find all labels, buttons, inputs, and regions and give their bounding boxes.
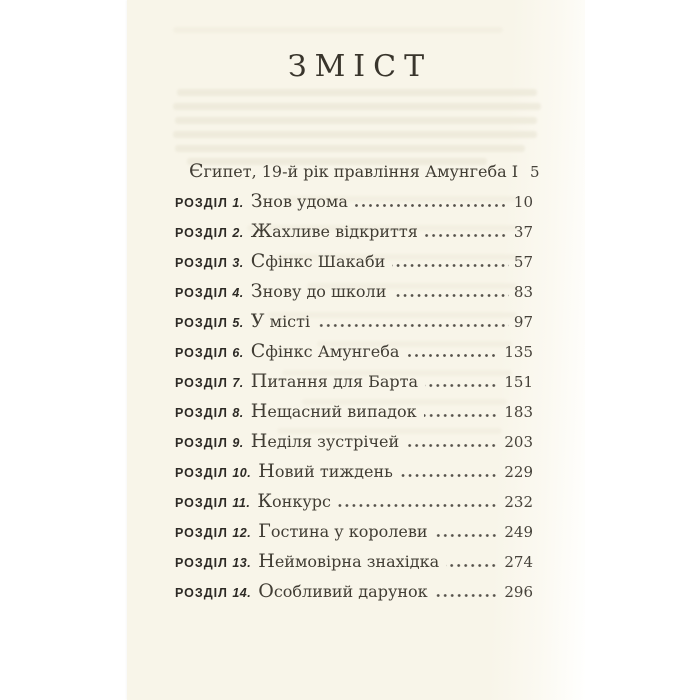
page-number: 232 [504, 493, 533, 511]
dot-leader [425, 234, 509, 237]
page-title: ЗМІСТ [287, 49, 433, 84]
page-number: 5 [530, 163, 540, 181]
toc-entry [175, 250, 533, 280]
chapter-label: РОЗДІЛ 4. [175, 286, 244, 300]
chapter-title: Неділя зустрічей [250, 430, 400, 452]
toc-entry [175, 490, 533, 520]
book-page [127, 0, 585, 700]
chapter-label: РОЗДІЛ 14. [175, 586, 252, 600]
dot-leader [424, 414, 500, 417]
chapter-label: РОЗДІЛ 11. [175, 496, 251, 510]
toc-entry [175, 220, 533, 250]
chapter-number: 7. [232, 376, 244, 390]
page-number: 203 [504, 433, 533, 451]
toc-entry [175, 190, 533, 220]
chapter-number: 8. [232, 406, 244, 420]
dot-leader [317, 324, 509, 327]
chapter-label: РОЗДІЛ 9. [175, 436, 244, 450]
chapter-number: 12. [232, 526, 252, 540]
toc-entry [175, 460, 533, 490]
toc-entry [175, 550, 533, 580]
page-number: 274 [504, 553, 533, 571]
page-number: 296 [504, 583, 533, 601]
toc-entry [175, 370, 533, 400]
toc-entry [175, 580, 533, 610]
chapter-title: Знову до школи [250, 280, 387, 302]
page-number: 83 [513, 283, 533, 301]
toc-entry [175, 160, 540, 190]
bleed-through-line [173, 27, 503, 33]
bleed-through-line [173, 103, 541, 110]
chapter-title: Неймовірна знахідка [258, 550, 440, 572]
dot-leader [406, 444, 499, 447]
dot-leader [446, 564, 499, 567]
chapter-title: Жахливе відкриття [250, 220, 418, 242]
chapter-label: РОЗДІЛ 1. [175, 196, 244, 210]
chapter-title: Конкурс [257, 490, 331, 512]
chapter-title: Нещасний випадок [250, 400, 417, 422]
toc-entry [175, 430, 533, 460]
page-number: 37 [513, 223, 533, 241]
dot-leader [400, 474, 500, 477]
chapter-title: У місті [250, 310, 311, 332]
bleed-through-line [177, 89, 537, 96]
chapter-label: РОЗДІЛ 8. [175, 406, 244, 420]
chapter-number: 9. [232, 436, 244, 450]
dot-leader [355, 204, 509, 207]
dot-leader [435, 594, 500, 597]
chapter-title: Сфінкс Амунгеба [250, 340, 400, 362]
chapter-number: 4. [232, 286, 244, 300]
page-number: 10 [513, 193, 533, 211]
page-number: 57 [513, 253, 533, 271]
chapter-label: РОЗДІЛ 2. [175, 226, 244, 240]
page-number: 135 [504, 343, 533, 361]
toc-entry [175, 340, 533, 370]
chapter-label: РОЗДІЛ 7. [175, 376, 244, 390]
toc-entry [175, 280, 533, 310]
chapter-title: Знов удома [250, 190, 348, 212]
chapter-title: Особливий дарунок [258, 580, 428, 602]
dot-leader [393, 294, 509, 297]
page-number: 97 [513, 313, 533, 331]
chapter-title: Новий тиждень [258, 460, 393, 482]
bleed-through-line [175, 145, 525, 152]
chapter-title: Гостина у королеви [258, 520, 428, 542]
chapter-label: РОЗДІЛ 6. [175, 346, 244, 360]
toc-list [175, 160, 540, 610]
dot-leader [435, 534, 500, 537]
page-number: 229 [504, 463, 533, 481]
chapter-number: 14. [232, 586, 252, 600]
chapter-label: РОЗДІЛ 3. [175, 256, 244, 270]
chapter-label: РОЗДІЛ 5. [175, 316, 244, 330]
page-number: 151 [504, 373, 533, 391]
dot-leader [392, 264, 509, 267]
chapter-number: 10. [232, 466, 252, 480]
dot-leader [406, 354, 499, 357]
dot-leader [338, 504, 499, 507]
chapter-number: 13. [232, 556, 252, 570]
bleed-through-line [173, 131, 537, 138]
chapter-number: 5. [232, 316, 244, 330]
page-number: 249 [504, 523, 533, 541]
chapter-number: 2. [232, 226, 244, 240]
toc-entry [175, 400, 533, 430]
toc-entry [175, 520, 533, 550]
dot-leader [425, 384, 499, 387]
chapter-title: Питання для Барта [250, 370, 419, 392]
chapter-title: Єгипет, 19-й рік правління Амунгеба І [189, 160, 519, 182]
chapter-label: РОЗДІЛ 13. [175, 556, 252, 570]
chapter-title: Сфінкс Шакаби [250, 250, 386, 272]
chapter-label: РОЗДІЛ 12. [175, 526, 252, 540]
chapter-number: 1. [232, 196, 244, 210]
bleed-through-line [175, 117, 537, 124]
chapter-number: 6. [232, 346, 244, 360]
chapter-number: 3. [232, 256, 244, 270]
chapter-label: РОЗДІЛ 10. [175, 466, 252, 480]
chapter-number: 11. [232, 496, 251, 510]
toc-entry [175, 310, 533, 340]
page-number: 183 [504, 403, 533, 421]
